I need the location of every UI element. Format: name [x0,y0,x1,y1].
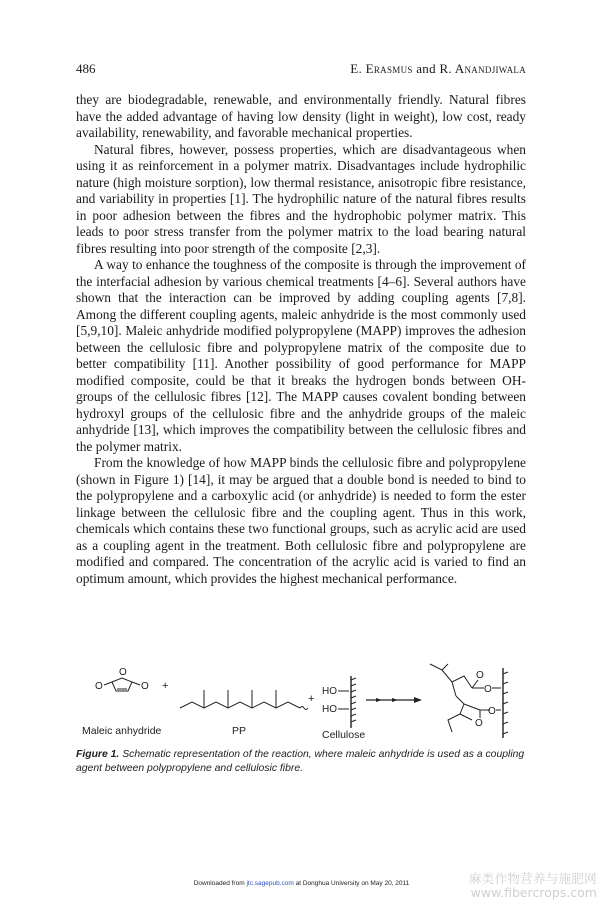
product-o-1: O [476,670,484,681]
paragraph-4: From the knowledge of how MAPP binds the cellulosic fibre and polypropylene (shown in Figure 1) [14], it may be argued that a double bond is needed to bind to the polypropylene and a carboxylic acid (or anhydride) is needed to form the ester linkage between the cellulosic fibre and the coupling agent. Thus in this work, chemicals which contains these two functional groups, such as acrylic acid are used as a coupling agent in the treatment. Both cellulosic fibre and polypropylene are modified and compared. The concentration of the acrylic acid is varied to find an optimum amount, which provides the highest mechanical performance. [76,455,526,586]
product-o-2: O [484,684,492,695]
watermark-url: www.fibercrops.com [470,885,597,900]
watermark-cn: 麻类作物营养与施肥网 [468,871,597,886]
footer-link[interactable]: jtc.sagepub.com [246,880,294,887]
caption-label: Figure 1. [76,749,120,760]
figure-caption [76,748,528,775]
product-o-3: O [475,718,483,729]
running-header [76,60,526,78]
label-maleic-anhydride: Maleic anhydride [82,725,162,737]
page-number: 486 [76,61,96,76]
maleic-o-right: O [141,681,149,692]
label-cellulose: Cellulose [322,729,366,741]
plus-sign-2: + [308,693,315,705]
reaction-arrow [366,697,422,703]
watermark [469,872,597,900]
author-text-1: E. E [350,61,374,76]
product-o-4: O [488,706,496,717]
paragraph-2: Natural fibres, however, possess properties, which are disadvantageous when using it as reinforcement in a polymer matrix. Disadvantages include hydrophilic nature (high moisture sorption), low thermal resistance, anisotropic fibre resistance, and variability in properties [1]. The hydrophilic nature of the natural fibres results in poor adhesion between the fibres and the hydrophobic polymer matrix. This leads to poor stress transfer from the polymer matrix to the load bearing natural fibres resulting into poor strength of the composite [2,3]. [76,141,526,256]
plus-sign-1: + [162,680,169,692]
footer-prefix: Downloaded from [193,880,247,887]
cellulose-wall [338,676,356,728]
author-smallcaps-2: nandjiwala [464,61,526,76]
label-pp: PP [232,725,247,737]
body-text [76,92,526,587]
footer-suffix: at Donghua University on May 20, 2011 [293,880,410,887]
cellulose-ho-1: HO [322,686,337,697]
maleic-o-left: O [95,681,103,692]
paragraph-3: A way to enhance the toughness of the composite is through the improvement of the interfacial adhesion by various chemical treatments [4–6]. Several authors have shown that the interaction can be improved by adding coupling agents [7,8]. Among the different coupling agents, maleic anhydride is the most commonly used [5,9,10]. Maleic anhydride modified polypropylene (MAPP) improves the adhesion between the cellulosic fibre and polypropylene matrix of the composite due to better compatibility [11]. Another possibility of good performance for MAPP modified composite, could be that it breaks the hydrogen bonds between OH-groups of the cellulosic fibres [12]. The MAPP causes covalent bonding between hydroxyl groups of the cellulosic fibre and the anhydride groups of the maleic anhydride [13], which improves the compatibility between the cellulosic fibres and the polymer matrix. [76,257,526,454]
paragraph-1: they are biodegradable, renewable, and environmentally friendly. Natural fibres have the added advantage of having low density (light in weight), low cost, ready availability, renewability, and favorable mechanical properties. [76,92,526,140]
running-authors [350,60,526,78]
maleic-anhydride-structure [104,678,140,691]
cellulose-ho-2: HO [322,704,337,715]
author-smallcaps-1: rasmus [373,61,413,76]
figure-1 [76,660,526,744]
maleic-o-ring: O [119,667,127,678]
caption-text: Schematic representation of the reaction, where maleic anhydride is used as a coupling agent between polypropylene and cellulosic fibre. [76,749,525,774]
reaction-scheme [76,660,526,744]
author-text-2: and R. A [412,61,465,76]
pp-chain-structure [180,690,308,710]
product-structure [430,664,508,738]
